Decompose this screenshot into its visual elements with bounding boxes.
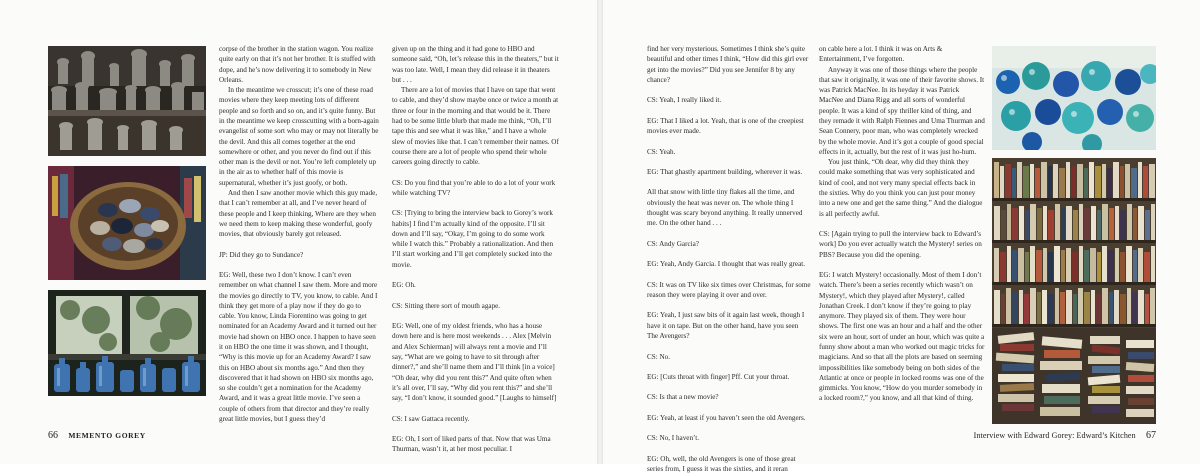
running-head-left: MEMENTO GOREY [68,431,146,440]
right-footer [974,430,1156,441]
paragraph: JP: Did they go to Sundance? [219,250,304,259]
paragraph: CS: No. [647,352,671,361]
text-column-2 [392,44,559,455]
paragraph: CS: I saw Gattaca recently. [392,414,470,423]
paragraph: EG: I watch Mystery! occasionally. Most of them I don’t watch. There’s been a series recently which wasn’t on Mystery!, which they played after Mystery!, called Jonathan Creek. I don’t know if they’re going to play anymore. They played six of them. They were hour shows. The first one was an hour and a half and the other six were an hour, sort of under an hour, which was quite a funny show about a man who worked out magic tricks for magicians. And so that all the plots are based on seeming impossibilities like somebody being on both sides of the Atlantic at once or people in locked rooms was one of the gimmicks. You know, “How do you murder somebody in a locked room?,” you know, and all that kind of thing. [819,271,985,403]
right-page [603,0,1200,474]
paragraph: CS: Is that a new movie? [647,393,719,402]
paragraph: EG: Well, these two I don’t know. I can’t even remember on what channel I saw them. More and more the movies go directly to TV, you know, to cable. And I think they get more of a play now if they do go to cable. You know, Linda Fiorentino was going to get nominated for an Academy Award and it turned out her movie had shown on HBO once. I happen to have seen it on HBO the one time it was shown, and I thought, “Why is this movie up for an Academy Award? I saw this on HBO about six months ago.” And then they discovered that it had shown on HBO six months ago, so she couldn’t get a nomination for the Academy Award, and it was a great little movie. I’ve seen a couple of others from that director and they’re really great little movies, but I guess they’d [219,271,378,423]
paragraph: CS: [Trying to bring the interview back to Gorey’s work habits] I find I’m actually kind of the opposite. I’ll sit down and I’ll say, “Okay, I’m going to do some work while I watch this.” Probably a rationalization. And then I’ll start working and I’ll get completely sucked into the movie. [392,209,554,269]
paragraph: EG: Oh, I sort of liked parts of that. Now that was Uma Thurman, wasn’t it, at her most peculiar. I [392,435,551,454]
paragraph: EG: [Cuts throat with finger] Pff. Cut your throat. [647,372,790,381]
paragraph: EG: That I liked a lot. Yeah, that is one of the creepiest movies ever made. [647,116,804,136]
photo-stacked-bookshelves [992,158,1156,424]
paragraph: Anyway it was one of those things where the people that saw it originally, it was one of their favorite shows. It was Patrick MacNee. In its heyday it was Patrick MacNee and Diana Rigg and all sorts of wonderful people. It was a kind of spy thriller kind of thing, and they remade it with Ralph Fiennes and Uma Thurman and Sean Connery, poor man, who was completely wrecked by the whole movie. And it’s got a couple of good special effects in it, actually, but the rest of it was just ho-hum. [819,65,985,156]
photo-silver-vessels [48,46,206,156]
paragraph: CS: [Again trying to pull the interview back to Edward’s work] Do you ever actually watch the Mystery! series on PBS? Because you did the opening. [819,229,982,259]
paragraph: given up on the thing and it had gone to HBO and someone said, “Oh, let’s release this in the theaters,” but it was too late. Well, I mean they did release it in theaters but . . . [392,45,559,84]
photo-blue-glass-bottles-overhead [992,46,1156,150]
paragraph: find her very mysterious. Sometimes I think she’s quite beautiful and other times I think, “How did this girl ever get into the movies?” Did you see Jennifer 8 by any chance? [647,45,809,84]
paragraph: corpse of the brother in the station wagon. You realize quite early on that it’s not her brother. It is stuffed with dope, and he’s now delivering it to somebody in New Orleans. [219,45,376,84]
paragraph: EG: Yeah, at least if you haven’t seen the old Avengers. [647,413,806,422]
paragraph: on cable here a lot. I think it was on Arts & Entertainment, I’ve forgotten. [819,45,943,64]
page-number-left: 66 [48,430,58,441]
text-column-4 [819,44,985,404]
left-footer [48,430,146,441]
left-page [0,0,597,464]
photo-bowl-of-stone-eggs [48,166,206,280]
paragraph: CS: It was on TV like six times over Christmas, for some reason they were playing it over and over. [647,280,811,299]
paragraph: EG: Yeah, Andy Garcia. I thought that was really great. [647,260,806,269]
paragraph: There are a lot of movies that I have on tape that went to cable, and they’d show maybe once or twice a month at three or four in the morning and that would be it. There had to be some little blurb that made me think, “Oh, I’ll tape this and see what it was like,” and I have a whole slew of movies like that. I can’t remember their names. Of course there are a lot of people who spend their whole careers going directly to cable. [392,86,559,167]
paragraph: EG: That ghastly apartment building, wherever it was. [647,168,803,176]
paragraph: You just think, “Oh dear, why did they think they could make something that was very sophisticated and kind of cool, and not very many special effects back in the sixties. Why do you think you can just pour money into a new one and get the same thing.” And the dialogue is all perfectly awful. [819,158,983,218]
paragraph: CS: Yeah, I really liked it. [647,96,722,105]
paragraph: CS: No, I haven’t. [647,434,700,443]
paragraph: And then I saw another movie which this guy made, that I can’t remember at all, and I’ve never heard of these people and I keep thinking, Where are they when we need them to keep making these wonderful, goofy movies, that obviously barely got released. [219,188,378,239]
text-column-1 [219,44,379,424]
paragraph: EG: Well, one of my oldest friends, who has a house down here and is here most weekends . . . Alex [Melvin and Alex Schierman] will always rent a movie and I’ll say, “What are we going to have to sit through after dinner?,” and she’ll name them and I’ll think [in a voice] “Oh dear, why did you rent this?” And quite often when it’s all over, I’ll say, “Why did you rent this?” and she’ll say, “I don’t know, it sounded good.” [Laughs to himself] [392,322,557,403]
paragraph: CS: Andy Garcia? [647,239,699,248]
page-number-right: 67 [1146,430,1156,441]
paragraph: CS: Sitting there sort of mouth agape. [392,301,501,310]
running-head-right: Interview with Edward Gorey: Edward’s Kitchen [973,431,1136,440]
paragraph: In the meantime we crosscut; it’s one of these road movies where they keep meeting lots of different people and so forth and so on, and it’s quite funny. But in the meantime we keep crosscutting with a born-again evangelist of some sort who may or may not literally be the devil. And this all comes together at the end somewhere or other, and you never do find out if this other man is the devil or not. You’re left completely up in the air as to whether half of this movie is supernatural, whether it’s just goofy, or both. [219,86,379,187]
paragraph: All that snow with little tiny flakes all the time, and obviously the heat was never on. The whole thing I thought was scary beyond anything. It really unnerved me. On the other hand . . . [647,188,803,228]
photo-blue-bottles-window [48,290,206,396]
text-column-3 [647,44,811,474]
paragraph: EG: Oh. [392,281,416,290]
paragraph: CS: Do you find that you’re able to do a lot of your work while watching TV? [392,178,556,197]
paragraph: EG: Yeah, I just saw bits of it again last week, though I have it on tape. But on the other hand, have you seen The Avengers? [647,311,805,341]
paragraph: EG: Oh, well, the old Avengers is one of those great series from, I guess it was the sixties, and it reran [647,454,796,474]
paragraph: CS: Yeah. [647,147,676,156]
